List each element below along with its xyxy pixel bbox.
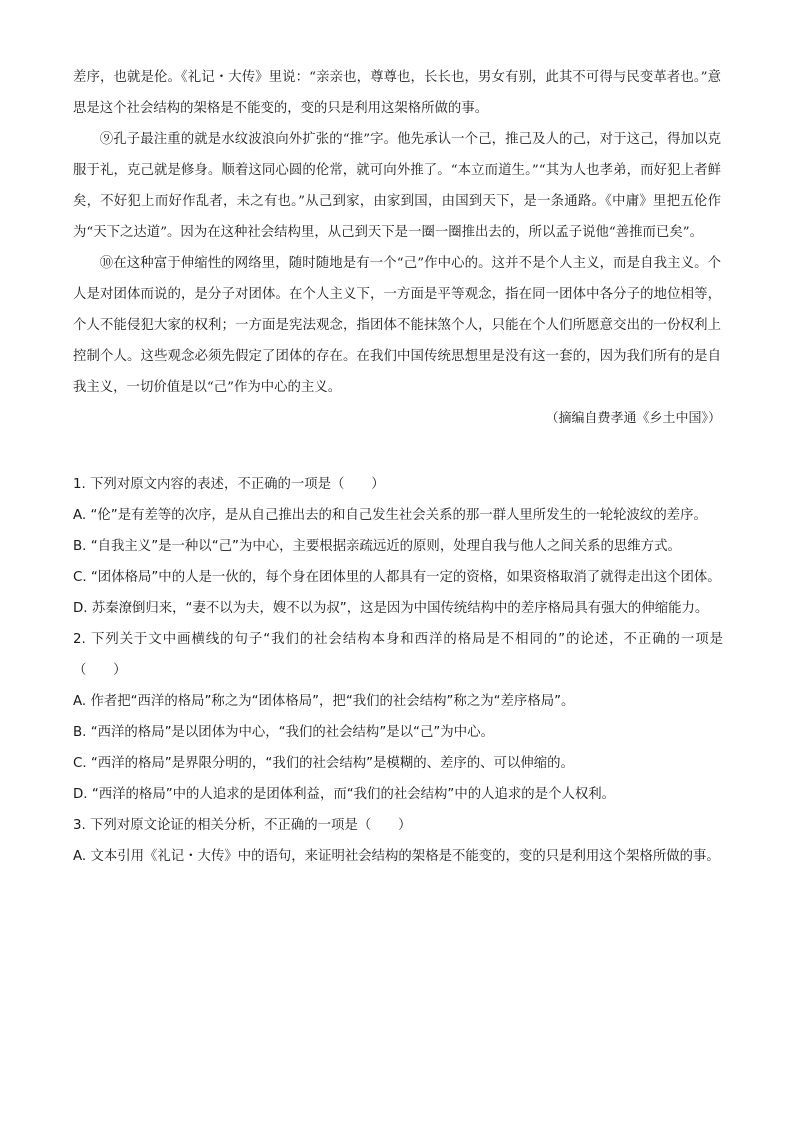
passage-paragraph-9: ⑨孔子最注重的就是水纹波浪向外扩张的“推”字。他先承认一个己，推己及人的己，对于这己，得加以克服于礼，克己就是修身。顺着这同心圆的伦常，就可向外推了。“本立而道生。”“其为人也孝弟，而好犯上者鲜矣，不好犯上而好作乱者，未之有也。”从己到家，由家到国，由国到天下，是一条通路。《中庸》里把五伦作为“天下之达道”。因为在这种社会结构里，从己到天下是一圈一圈推出去的，所以孟子说他“善推而已矣”。	[73, 132, 721, 240]
question-2-stem: 2. 下列关于文中画横线的句子“我们的社会结构本身和西洋的格局是不相同的”的论述，不正确的一项是（ ）	[73, 632, 723, 678]
question-list	[73, 469, 723, 872]
passage-paragraph-continued: 差序，也就是伦。《礼记・大传》里说：“亲亲也，尊尊也，长长也，男女有别，此其不可得与民变革者也。”意思是这个社会结构的架格是不能变的，变的只是利用这架格所做的事。	[73, 70, 721, 116]
reading-passage	[73, 62, 721, 434]
passage-source: （摘编自费孝通《乡土中国》）	[545, 411, 721, 426]
question-2-option-c: C. “西洋的格局”是界限分明的，“我们的社会结构”是模糊的、差序的、可以伸缩的。	[73, 756, 574, 771]
question-3-stem: 3. 下列对原文论证的相关分析，不正确的一项是（ ）	[73, 818, 412, 833]
question-1-option-c: C. “团体格局”中的人是一伙的，每个身在团体里的人都具有一定的资格，如果资格取消了就得走出这个团体。	[73, 570, 721, 585]
question-1-option-b: B. “自我主义”是一种以“己”为中心，主要根据亲疏远近的原则，处理自我与他人之间关系的思维方式。	[73, 539, 681, 554]
question-1-option-d: D. 苏秦潦倒归来，“妻不以为夫，嫂不以为叔”，这是因为中国传统结构中的差序格局具有强大的伸缩能力。	[73, 601, 709, 616]
passage-paragraph-10: ⑩在这种富于伸缩性的网络里，随时随地是有一个“己”作中心的。这并不是个人主义，而是自我主义。个人是对团体而说的，是分子对团体。在个人主义下，一方面是平等观念，指在同一团体中各分子的地位相等，个人不能侵犯大家的权利；一方面是宪法观念，指团体不能抹煞个人，只能在个人们所愿意交出的一份权利上控制个人。这些观念必须先假定了团体的存在。在我们中国传统思想里是没有这一套的，因为我们所有的是自我主义，一切价值是以“己”作为中心的主义。	[73, 256, 721, 395]
question-1-stem: 1. 下列对原文内容的表述，不正确的一项是（ ）	[73, 477, 385, 492]
question-2-option-a: A. 作者把“西洋的格局”称之为“团体格局”，把“我们的社会结构”称之为“差序格局”。	[73, 694, 575, 709]
question-2-option-b: B. “西洋的格局”是以团体为中心，“我们的社会结构”是以“己”为中心。	[73, 725, 494, 740]
question-1-option-a: A. “伦”是有差等的次序，是从自己推出去的和自己发生社会关系的那一群人里所发生的一轮轮波纹的差序。	[73, 508, 707, 523]
question-2-option-d: D. “西洋的格局”中的人追求的是团体利益，而“我们的社会结构”中的人追求的是个人权利。	[73, 787, 616, 802]
question-3-option-a: A. 文本引用《礼记・大传》中的语句，来证明社会结构的架格是不能变的，变的只是利用这个架格所做的事。	[73, 849, 720, 864]
